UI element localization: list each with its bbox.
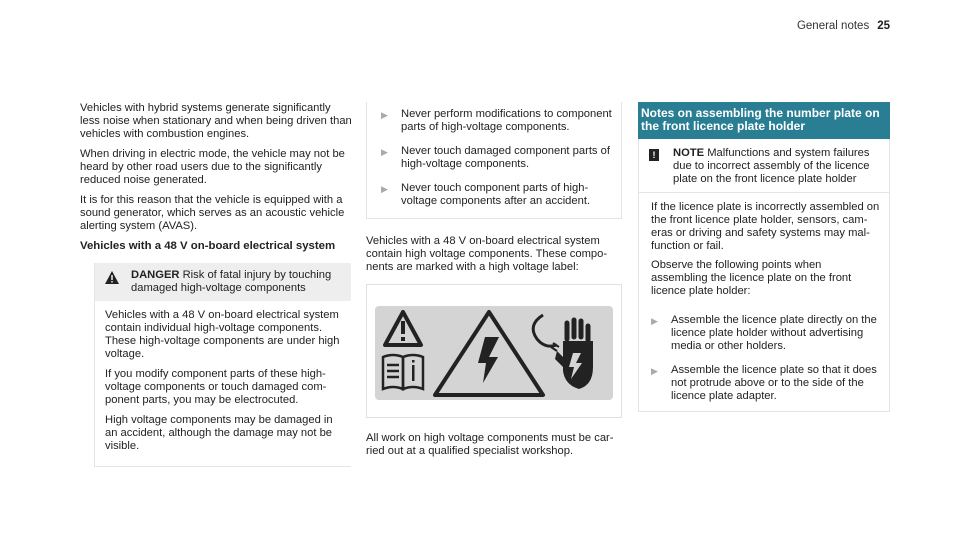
danger-instructions-box	[366, 102, 622, 219]
page-header	[797, 20, 890, 33]
arrow-bullet-icon: ▶	[381, 184, 388, 194]
note-text-2: Observe the following points when assembling the licence plate on the front licence plate holder:	[651, 259, 852, 297]
section-heading-number-plate: Notes on assembling the number plate on the front licence plate holder	[638, 102, 890, 139]
note-title: Malfunctions and system failures due to incorrect assembly of the licence plate on the front licence plate holder	[673, 147, 870, 185]
bullet-text: Never touch damaged component parts of high-voltage components.	[401, 145, 610, 170]
bullet-text: Assemble the licence plate so that it does not protrude above or to the side of the licence plate adapter.	[671, 364, 877, 402]
paragraph-avas: It is for this reason that the vehicle is equipped with a sound generator, which serves as an acoustic vehicle alerting system (AVAS).	[80, 194, 345, 232]
paragraph-hybrid-noise: Vehicles with hybrid systems generate significantly less noise when stationary and when being driven than vehicles with combustion engines.	[80, 102, 352, 140]
note-text-1: If the licence plate is incorrectly assembled on the front licence plate holder, sensors, cameras or driving and safety systems may malfunction or fail.	[651, 201, 880, 252]
danger-header	[95, 263, 351, 301]
high-voltage-label-image	[367, 285, 621, 417]
section-title: General notes	[796, 20, 870, 32]
column-middle	[366, 102, 622, 458]
danger-title: Risk of fatal injury by touching damaged high-voltage components	[131, 269, 332, 294]
danger-text-3: High voltage components may be damaged in an accident, although the damage may not be visible.	[105, 414, 333, 452]
danger-text-2: If you modify component parts of these high-voltage components or touch damaged component parts, you may be electrocuted.	[105, 368, 327, 406]
list-item	[381, 182, 613, 208]
subheading-48v: Vehicles with a 48 V on-board electrical system	[80, 240, 336, 252]
note-instructions	[639, 310, 889, 411]
exclamation-note-icon: !	[649, 149, 659, 161]
bullet-text: Never touch component parts of high-voltage components after an accident.	[401, 182, 591, 207]
list-item	[381, 145, 613, 171]
list-item	[651, 364, 881, 403]
note-label: NOTE	[673, 147, 705, 159]
arrow-bullet-icon: ▶	[381, 110, 388, 120]
bullet-text: Assemble the licence plate directly on the licence plate holder without advertising media or other holders.	[671, 314, 877, 352]
danger-body	[95, 301, 351, 466]
note-body	[639, 193, 889, 310]
column-right	[638, 102, 890, 412]
danger-label: DANGER	[131, 269, 180, 281]
danger-text-1: Vehicles with a 48 V on-board electrical system contain individual high-voltage components. These high-voltage components are under high voltage.	[105, 309, 340, 360]
list-item	[651, 314, 881, 353]
paragraph-48v-label: Vehicles with a 48 V on-board electrical system contain high voltage components. These components are marked with a high voltage label:	[366, 235, 608, 273]
page-number: 25	[877, 20, 890, 32]
arrow-bullet-icon: ▶	[651, 316, 658, 326]
high-voltage-label-figure	[366, 284, 622, 418]
paragraph-electric-mode: When driving in electric mode, the vehicle may not be heard by other road users due to the significantly reduced noise generated.	[80, 148, 345, 186]
note-header	[639, 139, 889, 192]
note-box	[638, 139, 890, 412]
arrow-bullet-icon: ▶	[651, 366, 658, 376]
bullet-text: Never perform modifications to component parts of high-voltage components.	[401, 108, 612, 133]
list-item	[381, 108, 613, 134]
paragraph-specialist: All work on high voltage components must be carried out at a qualified specialist workshop.	[366, 432, 614, 457]
danger-box	[94, 263, 351, 467]
warning-triangle-icon	[105, 271, 123, 295]
column-left	[80, 102, 352, 467]
arrow-bullet-icon: ▶	[381, 147, 388, 157]
